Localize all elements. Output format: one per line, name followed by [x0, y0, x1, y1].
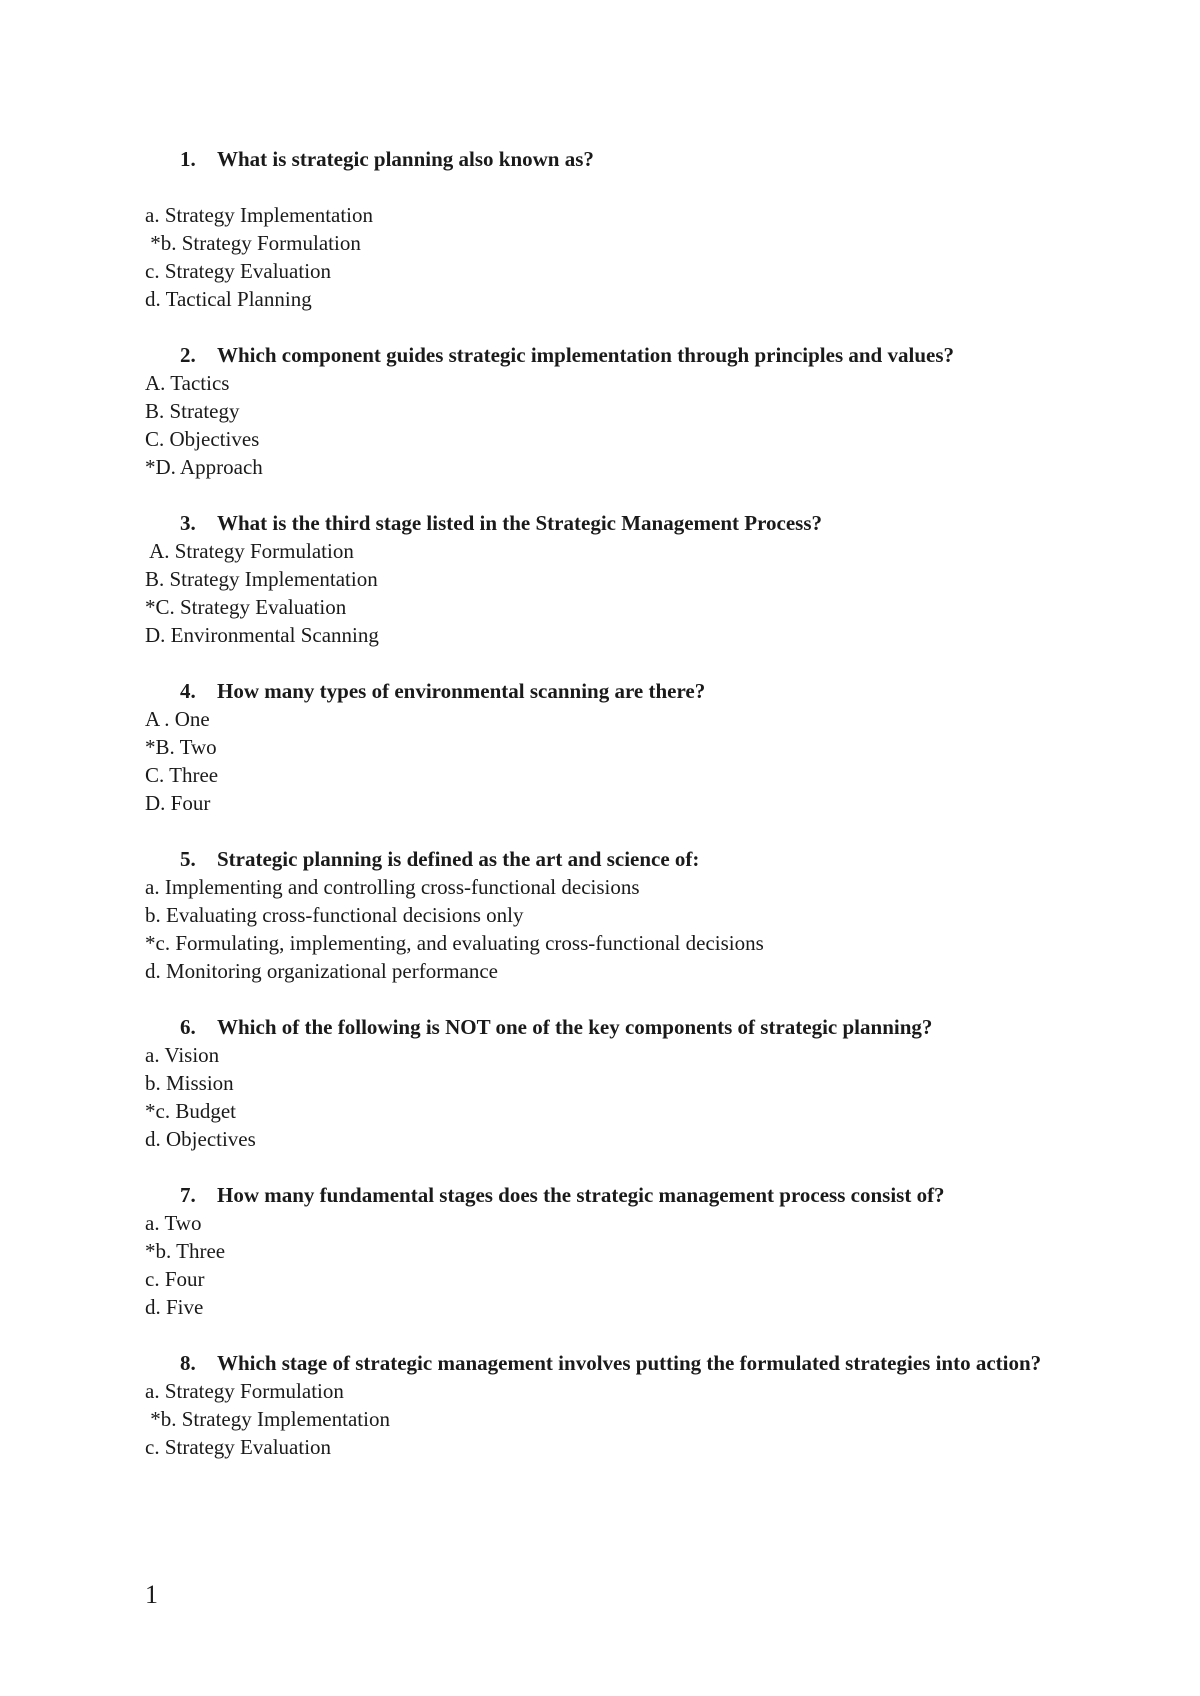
- option: B. Strategy: [145, 399, 240, 423]
- option: C. Objectives: [145, 427, 260, 451]
- question-heading: [145, 1181, 1065, 1209]
- question-heading: [145, 1013, 1065, 1041]
- option: a. Strategy Implementation: [145, 203, 374, 227]
- option-list: [145, 1209, 1065, 1321]
- option: a. Vision: [145, 1043, 220, 1067]
- option: c. Strategy Evaluation: [145, 1435, 332, 1459]
- option: A. Tactics: [145, 371, 230, 395]
- question-number: 2.: [180, 343, 196, 367]
- option-correct: *D. Approach: [145, 455, 263, 479]
- option-list: [145, 201, 1065, 313]
- question-6: [145, 1013, 1065, 1153]
- question-heading: [145, 509, 1065, 537]
- option: a. Implementing and controlling cross-functional decisions: [145, 875, 640, 899]
- option-list: [145, 705, 1065, 817]
- option-correct: *B. Two: [145, 735, 217, 759]
- option-correct: *c. Budget: [145, 1099, 236, 1123]
- question-text: What is the third stage listed in the Strategic Management Process?: [217, 511, 823, 535]
- question-heading: [145, 1349, 1065, 1377]
- question-1: [145, 145, 1065, 313]
- question-heading: [145, 145, 1065, 173]
- option: C. Three: [145, 763, 219, 787]
- question-2: [145, 341, 1065, 481]
- question-3: [145, 509, 1065, 649]
- option-correct: *c. Formulating, implementing, and evaluating cross-functional decisions: [145, 931, 764, 955]
- option-list: [145, 873, 1065, 985]
- option-correct: *b. Three: [145, 1239, 226, 1263]
- question-text: Strategic planning is defined as the art and science of:: [217, 847, 700, 871]
- option: d. Monitoring organizational performance: [145, 959, 499, 983]
- option: a. Two: [145, 1211, 202, 1235]
- question-text: How many types of environmental scanning are there?: [217, 679, 706, 703]
- option-correct: *b. Strategy Implementation: [145, 1407, 390, 1431]
- option: b. Evaluating cross-functional decisions only: [145, 903, 524, 927]
- option-correct: *C. Strategy Evaluation: [145, 595, 347, 619]
- option: b. Mission: [145, 1071, 234, 1095]
- option-list: [145, 1377, 1065, 1461]
- option: d. Objectives: [145, 1127, 256, 1151]
- option-list: [145, 1041, 1065, 1153]
- page-number: 1: [145, 1580, 158, 1609]
- question-5: [145, 845, 1065, 985]
- option: d. Tactical Planning: [145, 287, 312, 311]
- question-text: Which of the following is NOT one of the key components of strategic planning?: [217, 1015, 933, 1039]
- question-text: What is strategic planning also known as?: [217, 147, 594, 171]
- question-7: [145, 1181, 1065, 1321]
- question-4: [145, 677, 1065, 817]
- option: c. Four: [145, 1267, 205, 1291]
- question-heading: [145, 341, 1065, 369]
- option: B. Strategy Implementation: [145, 567, 378, 591]
- question-number: 8.: [180, 1351, 196, 1375]
- question-number: 6.: [180, 1015, 196, 1039]
- option: D. Four: [145, 791, 211, 815]
- question-8: [145, 1349, 1065, 1461]
- question-number: 7.: [180, 1183, 196, 1207]
- option: A . One: [145, 707, 210, 731]
- question-number: 4.: [180, 679, 196, 703]
- option: a. Strategy Formulation: [145, 1379, 344, 1403]
- quiz-list: [145, 145, 1065, 1461]
- question-text: How many fundamental stages does the strategic management process consist of?: [217, 1183, 945, 1207]
- question-number: 3.: [180, 511, 196, 535]
- option: d. Five: [145, 1295, 204, 1319]
- option: c. Strategy Evaluation: [145, 259, 332, 283]
- question-heading: [145, 845, 1065, 873]
- question-text: Which stage of strategic management involves putting the formulated strategies into action?: [217, 1351, 1042, 1375]
- option: D. Environmental Scanning: [145, 623, 379, 647]
- question-text: Which component guides strategic implementation through principles and values?: [217, 343, 954, 367]
- option-list: [145, 369, 1065, 481]
- option: A. Strategy Formulation: [145, 539, 354, 563]
- option-correct: *b. Strategy Formulation: [145, 231, 361, 255]
- question-number: 1.: [180, 147, 196, 171]
- question-number: 5.: [180, 847, 196, 871]
- option-list: [145, 537, 1065, 649]
- question-heading: [145, 677, 1065, 705]
